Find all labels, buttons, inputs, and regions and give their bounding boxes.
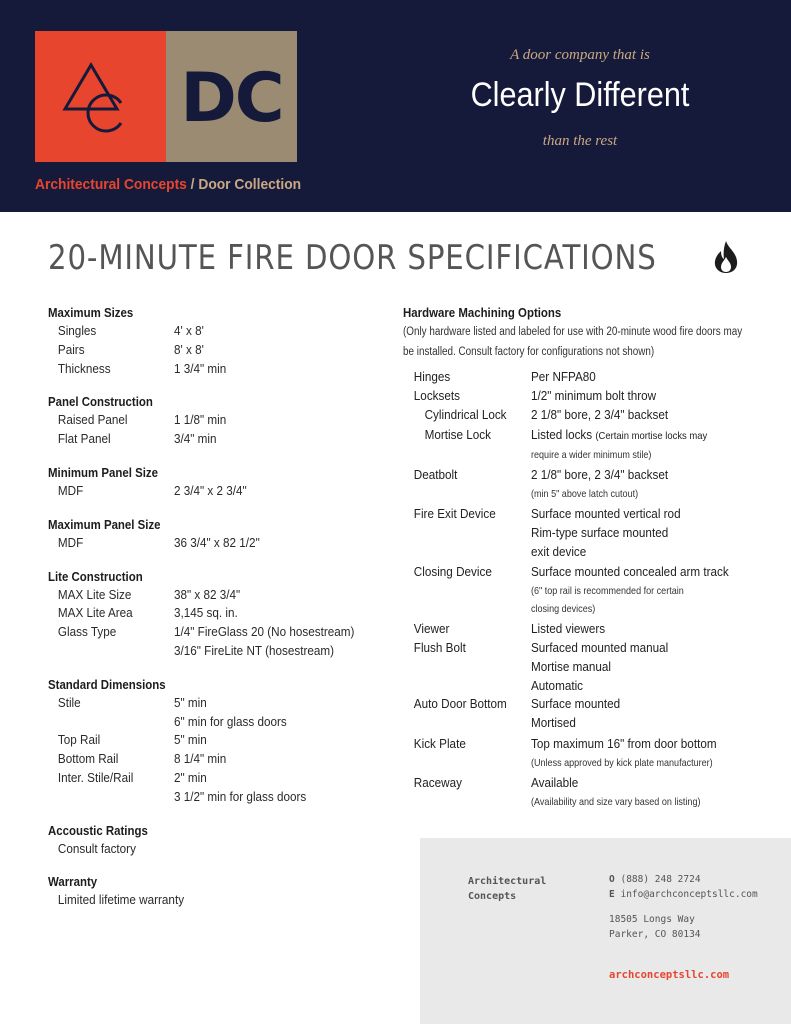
spec-section <box>48 304 388 378</box>
spec-section <box>48 464 388 501</box>
company-line1: Architectural <box>468 876 547 887</box>
spec-row <box>48 534 388 553</box>
tagline-top: A door company that is <box>510 47 650 63</box>
address-line2: Parker, CO 80134 <box>609 929 701 940</box>
hardware-value-text: Automatic <box>531 677 584 693</box>
hardware-values <box>531 695 773 733</box>
hardware-value-text: Top maximum 16" from door bottom <box>531 735 717 751</box>
hardware-item <box>403 735 773 772</box>
hardware-value <box>531 387 749 406</box>
spec-section <box>48 393 388 449</box>
hardware-item <box>403 368 773 387</box>
hardware-label: Fire Exit Device <box>413 505 496 521</box>
hardware-item <box>403 639 773 695</box>
website-link[interactable]: archconceptsllc.com <box>609 969 730 981</box>
hardware-note: (Unless approved by kick plate manufacturer) <box>531 756 713 769</box>
hardware-values <box>531 368 773 387</box>
spec-section <box>48 516 388 553</box>
hardware-note: closing devices) <box>531 603 596 616</box>
spec-label: MAX Lite Size <box>57 586 132 602</box>
spec-label: Glass Type <box>57 624 117 640</box>
spec-label: Raised Panel <box>57 412 128 428</box>
spec-row <box>48 713 388 732</box>
spec-value: 2 3/4" x 2 3/4" <box>174 482 247 498</box>
spec-value: 38" x 82 3/4" <box>174 586 241 602</box>
contact-address <box>609 912 701 942</box>
spec-row <box>48 586 388 605</box>
hardware-note: (Availability and size vary based on listing) <box>531 795 701 808</box>
spec-value: 5" min <box>174 732 207 748</box>
spec-value <box>174 840 367 859</box>
spec-row <box>48 750 388 769</box>
spec-label: MDF <box>57 482 84 498</box>
hardware-value-text: Surfaced mounted manual <box>531 639 669 655</box>
spec-section-title: Warranty <box>48 874 98 890</box>
hardware-value-text: Surface mounted vertical rod <box>531 505 681 521</box>
hardware-value <box>531 620 749 639</box>
spec-label <box>48 788 161 807</box>
spec-value: 5" min <box>174 694 207 710</box>
spec-row <box>48 322 388 341</box>
spec-label: Flat Panel <box>57 431 111 447</box>
hardware-note: require a wider minimum stile) <box>531 449 652 462</box>
spec-label: Limited lifetime warranty <box>57 892 185 908</box>
hardware-note-line2: be installed. Consult factory for configurations not shown) <box>403 346 655 358</box>
ac-monogram-icon <box>61 57 141 137</box>
hardware-value-text: Rim-type surface mounted <box>531 524 669 540</box>
spec-value: 2" min <box>174 769 207 785</box>
hardware-value-text: 2 1/8" bore, 2 3/4" backset <box>531 406 669 422</box>
spec-section-title: Minimum Panel Size <box>48 464 158 480</box>
hardware-value-text: Mortised <box>531 715 576 731</box>
hardware-values <box>531 639 773 695</box>
hardware-label: Kick Plate <box>413 735 466 751</box>
hardware-label: Deatbolt <box>413 467 458 483</box>
hardware-label: Auto Door Bottom <box>413 696 507 712</box>
brand-secondary: Door Collection <box>198 176 302 193</box>
spec-section-title: Lite Construction <box>48 568 143 584</box>
hardware-value-text: Available <box>531 774 579 790</box>
hardware-value-text: Listed locks <box>531 427 593 443</box>
hardware-value-text: Surface mounted <box>531 696 621 712</box>
spec-row <box>48 482 388 501</box>
spec-row <box>48 604 388 623</box>
contact-panel <box>420 838 791 1024</box>
hardware-label: Hinges <box>413 369 451 384</box>
hardware-item <box>403 563 773 618</box>
spec-row <box>48 341 388 360</box>
hardware-label: Raceway <box>413 774 462 790</box>
hardware-values <box>531 563 773 618</box>
contact-info <box>609 872 758 902</box>
spec-row <box>48 731 388 750</box>
spec-row <box>48 623 388 642</box>
email-address[interactable]: info@archconceptsllc.com <box>620 889 758 900</box>
hardware-values <box>531 620 773 639</box>
hardware-value-text: 2 1/8" bore, 2 3/4" backset <box>531 467 669 483</box>
flame-icon <box>710 240 742 274</box>
spec-value: 3/4" min <box>174 431 217 447</box>
hardware-note: (min 5" above latch cutout) <box>531 487 639 500</box>
spec-value: 3/16" FireLite NT (hosestream) <box>174 642 335 658</box>
spec-label: Pairs <box>57 341 85 357</box>
hardware-label: Viewer <box>413 621 450 637</box>
spec-value: 3,145 sq. in. <box>174 605 238 621</box>
spec-row <box>48 411 388 430</box>
spec-value: 6" min for glass doors <box>174 713 287 729</box>
company-line2: Concepts <box>468 891 517 902</box>
spec-row <box>48 840 388 859</box>
spec-value: 8' x 8' <box>174 341 204 357</box>
spec-value: 1 1/8" min <box>174 412 227 428</box>
hardware-value-text: Listed viewers <box>531 621 606 637</box>
hardware-values <box>531 426 773 464</box>
hardware-values <box>531 774 773 811</box>
spec-label: Top Rail <box>57 732 101 748</box>
spec-row <box>48 360 388 379</box>
spec-label <box>48 713 161 732</box>
hardware-values <box>531 466 773 503</box>
brand-separator: / <box>186 176 199 193</box>
hardware-value <box>531 639 749 658</box>
hardware-values <box>531 505 773 561</box>
tagline-bottom: than the rest <box>542 133 618 149</box>
hardware-value <box>531 774 749 793</box>
spec-row <box>48 769 388 788</box>
hardware-label: Cylindrical Lock <box>424 406 507 422</box>
spec-row <box>48 694 388 713</box>
hardware-list <box>403 368 773 811</box>
hardware-item <box>403 466 773 503</box>
hardware-values <box>531 387 773 406</box>
hardware-value <box>531 466 749 485</box>
hardware-inline-note: (Certain mortise locks may <box>595 430 708 443</box>
spec-label: Stile <box>57 694 81 710</box>
hardware-label: Mortise Lock <box>424 427 491 443</box>
spec-label: Thickness <box>57 360 111 376</box>
tagline-main: Clearly Different <box>470 76 690 114</box>
hardware-value-text: Mortise manual <box>531 658 611 674</box>
hardware-value-text: exit device <box>531 543 587 559</box>
spec-section-title: Accoustic Ratings <box>48 822 148 838</box>
hardware-label: Flush Bolt <box>413 639 466 655</box>
hardware-values <box>531 406 773 425</box>
spec-label <box>48 642 161 661</box>
spec-value: 36 3/4" x 82 1/2" <box>174 534 260 550</box>
hardware-item <box>403 695 773 733</box>
hardware-column <box>403 304 773 811</box>
brand-primary: Architectural Concepts <box>35 176 187 193</box>
brand-name <box>35 176 301 193</box>
spec-row <box>48 642 388 661</box>
phone-prefix: O <box>609 874 615 885</box>
hardware-values <box>531 735 773 772</box>
email-prefix: E <box>609 889 615 900</box>
spec-section <box>48 822 388 859</box>
hardware-item <box>403 505 773 561</box>
spec-value: 1/4" FireGlass 20 (No hosestream) <box>174 624 355 640</box>
hardware-item <box>403 387 773 406</box>
logo-monogram-block <box>35 31 166 162</box>
hardware-value <box>531 543 749 562</box>
hardware-value <box>531 368 749 387</box>
phone-number[interactable]: (888) 248 2724 <box>620 874 701 885</box>
spec-section-title: Maximum Panel Size <box>48 516 161 532</box>
specs-left-column <box>48 304 388 925</box>
hardware-value <box>531 735 749 754</box>
spec-label: Bottom Rail <box>57 751 119 767</box>
spec-value <box>174 891 367 910</box>
address-line1: 18505 Longs Way <box>609 914 695 925</box>
spec-label: Consult factory <box>57 840 136 856</box>
spec-section <box>48 873 388 910</box>
spec-row <box>48 430 388 449</box>
hardware-note-line1: (Only hardware listed and labeled for use with 20-minute wood fire doors may <box>403 326 743 338</box>
hardware-value-text: Per NFPA80 <box>531 369 596 384</box>
page-title: 20-MINUTE FIRE DOOR SPECIFICATIONS <box>48 238 657 278</box>
hardware-value <box>531 658 749 677</box>
spec-label: Inter. Stile/Rail <box>57 769 134 785</box>
spec-label: Singles <box>57 323 97 338</box>
hardware-value <box>531 406 749 425</box>
spec-section-title: Maximum Sizes <box>48 305 134 320</box>
hardware-item <box>403 620 773 639</box>
spec-label: MAX Lite Area <box>57 605 133 621</box>
hardware-value-text: Surface mounted concealed arm track <box>531 564 729 580</box>
hardware-value-text: 1/2" minimum bolt throw <box>531 387 657 403</box>
spec-section <box>48 676 388 807</box>
hardware-value <box>531 563 749 582</box>
hardware-value <box>531 505 749 524</box>
hardware-value <box>531 714 749 733</box>
hardware-note: (6" top rail is recommended for certain <box>531 585 684 598</box>
hardware-label: Locksets <box>413 387 460 403</box>
spec-value: 3 1/2" min for glass doors <box>174 788 307 804</box>
header-banner <box>0 0 791 212</box>
spec-section <box>48 568 388 661</box>
hardware-item <box>403 406 773 425</box>
spec-row <box>48 788 388 807</box>
spec-section-title: Panel Construction <box>48 394 153 410</box>
spec-value: 1 3/4" min <box>174 360 227 376</box>
spec-row <box>48 891 388 910</box>
hardware-value <box>531 426 749 446</box>
hardware-item <box>403 774 773 811</box>
hardware-title: Hardware Machining Options <box>403 305 562 320</box>
spec-label: MDF <box>57 534 84 550</box>
spec-value: 8 1/4" min <box>174 751 227 767</box>
logo-dc-letters: DC <box>180 59 283 138</box>
spec-section-title: Standard Dimensions <box>48 676 166 692</box>
hardware-value <box>531 524 749 543</box>
spec-value: 4' x 8' <box>174 323 204 338</box>
contact-company <box>468 874 546 904</box>
hardware-value <box>531 677 749 696</box>
hardware-label: Closing Device <box>413 564 492 580</box>
hardware-item <box>403 426 773 464</box>
hardware-value <box>531 695 749 714</box>
logo-dc-block <box>166 31 297 162</box>
